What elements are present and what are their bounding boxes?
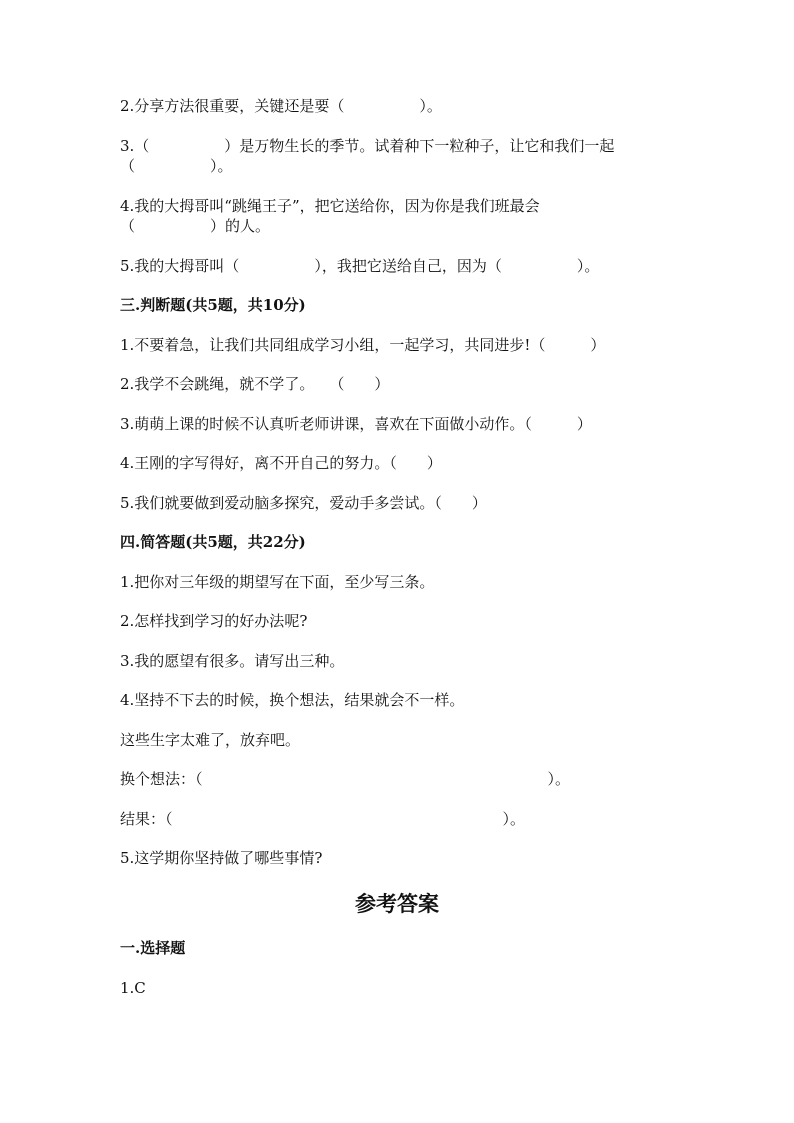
judgement-q3: 3.萌萌上课的时候不认真听老师讲课，喜欢在下面做小动作。（ ） xyxy=(120,415,592,433)
fill-blank-q4-line1: 4.我的大拇哥叫“跳绳王子”，把它送给你，因为你是我们班最会 xyxy=(120,197,540,215)
short-answer-q4-result: 结果：（ ）。 xyxy=(120,810,526,828)
short-answer-q4-sub: 这些生字太难了，放弃吧。 xyxy=(120,731,301,749)
judgement-q1: 1.不要着急，让我们共同组成学习小组，一起学习，共同进步!（ ） xyxy=(120,336,606,354)
short-answer-heading: 四.简答题(共5题，共22分) xyxy=(120,533,306,551)
judgement-q2: 2.我学不会跳绳，就不学了。 （ ） xyxy=(120,375,390,393)
fill-blank-q3-line2: （ ）。 xyxy=(120,157,233,175)
short-answer-q4-alt: 换个想法：（ ）。 xyxy=(120,770,571,788)
judgement-q5: 5.我们就要做到爱动脑多探究，爱动手多尝试。（ ） xyxy=(120,494,487,512)
fill-blank-q4-line2: （ ）的人。 xyxy=(120,217,271,235)
judgement-heading: 三.判断题(共5题，共10分) xyxy=(120,296,306,314)
fill-blank-q2: 2.分享方法很重要，关键还是要（ ）。 xyxy=(120,97,442,115)
short-answer-q2: 2.怎样找到学习的好办法呢? xyxy=(120,612,308,630)
answers-section1-heading: 一.选择题 xyxy=(120,939,186,957)
short-answer-q4: 4.坚持不下去的时候，换个想法，结果就会不一样。 xyxy=(120,691,465,709)
short-answer-q5: 5.这学期你坚持做了哪些事情? xyxy=(120,849,323,867)
answer-1: 1.C xyxy=(120,979,146,997)
short-answer-q3: 3.我的愿望有很多。请写出三种。 xyxy=(120,652,345,670)
fill-blank-q5: 5.我的大拇哥叫（ ），我把它送给自己，因为（ ）。 xyxy=(120,257,600,275)
fill-blank-q3-line1: 3.（ ）是万物生长的季节。试着种下一粒种子，让它和我们一起 xyxy=(120,137,615,155)
judgement-q4: 4.王刚的字写得好，离不开自己的努力。（ ） xyxy=(120,454,442,472)
short-answer-q1: 1.把你对三年级的期望写在下面，至少写三条。 xyxy=(120,573,435,591)
answers-title: 参考答案 xyxy=(355,891,439,916)
